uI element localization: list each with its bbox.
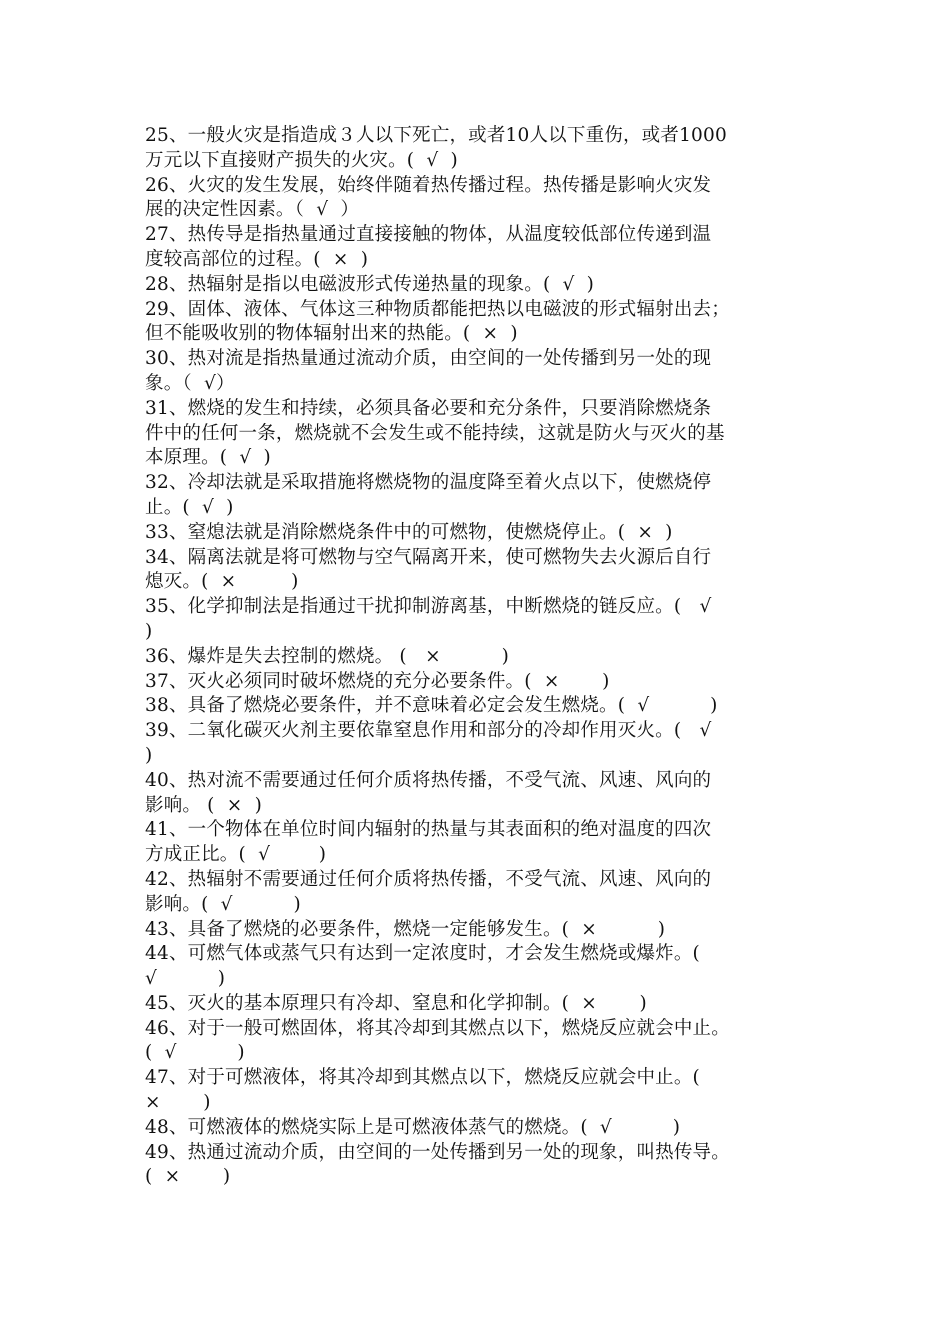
text-line: 42、热辐射不需要通过任何介质将热传播，不受气流、风速、风向的 [145,868,712,890]
text-line: 28、热辐射是指以电磁波形式传递热量的现象。( √ ) [145,273,595,295]
text-line: 29、固体、液体、气体这三种物质都能把热以电磁波的形式辐射出去； [145,298,730,320]
text-line: 41、一个物体在单位时间内辐射的热量与其表面积的绝对温度的四次 [145,819,712,841]
text-line: ) [145,620,153,642]
text-line: 30、热对流是指热量通过流动介质，由空间的一处传播到另一处的现 [145,348,712,370]
text-line: 象。（ √） [145,372,235,394]
text-line: 39、二氧化碳灭火剂主要依靠窒息作用和部分的冷却作用灭火。( √ [145,720,712,742]
text-line: 35、化学抑制法是指通过干扰抑制游离基，中断燃烧的链反应。( √ [145,596,712,618]
text-line: 但不能吸收别的物体辐射出来的热能。( × ) [145,323,518,345]
text-line: × ) [145,1092,211,1114]
text-line: 47、对于可燃液体，将其冷却到其燃点以下，燃烧反应就会中止。( [145,1067,700,1089]
text-line: 25、一般火灾是指造成３人以下死亡，或者10人以下重伤，或者1000 [145,125,727,146]
text-line: ( √ ) [145,1042,245,1064]
text-line: 43、具备了燃烧的必要条件，燃烧一定能够发生。( × ) [145,918,666,940]
text-line: 方成正比。( √ ) [145,844,327,866]
text-line: 影响。( √ ) [145,893,301,915]
text-line: 展的决定性因素。（ √ ） [145,199,360,221]
question-list [145,124,825,1190]
text-line: 32、冷却法就是采取措施将燃烧物的温度降至着火点以下，使燃烧停 [145,472,712,494]
text-line: 38、具备了燃烧必要条件，并不意味着必定会发生燃烧。( √ ) [145,695,718,717]
text-line: 万元以下直接财产损失的火灾。( √ ) [145,149,458,171]
text-line: 度较高部位的过程。( × ) [145,248,369,270]
text-line: 44、可燃气体或蒸气只有达到一定浓度时，才会发生燃烧或爆炸。( [145,943,700,965]
text-line: 27、热传导是指热量通过直接接触的物体，从温度较低部位传递到温 [145,224,712,246]
text-line: ) [145,744,153,766]
text-line: 影响。 ( × ) [145,794,263,816]
text-line: 34、隔离法就是将可燃物与空气隔离开来，使可燃物失去火源后自行 [145,546,712,568]
text-line: 40、热对流不需要通过任何介质将热传播，不受气流、风速、风向的 [145,769,712,791]
text-line: √ ) [145,968,226,990]
text-line: 26、火灾的发生发展，始终伴随着热传播过程。热传播是影响火灾发 [145,174,712,196]
text-line: 46、对于一般可燃固体，将其冷却到其燃点以下，燃烧反应就会中止。 [145,1017,730,1039]
text-line: 熄灭。( × ) [145,571,299,593]
text-line: 31、燃烧的发生和持续，必须具备必要和充分条件，只要消除燃烧条 [145,397,712,419]
text-line: 48、可燃液体的燃烧实际上是可燃液体蒸气的燃烧。( √ ) [145,1116,681,1138]
text-line: 件中的任何一条，燃烧就不会发生或不能持续，这就是防火与灭火的基 [145,422,725,444]
text-line: 33、窒熄法就是消除燃烧条件中的可燃物，使燃烧停止。( × ) [145,521,673,543]
text-line: 37、灭火必须同时破坏燃烧的充分必要条件。( × ) [145,670,610,692]
text-line: ( × ) [145,1166,231,1188]
text-line: 45、灭火的基本原理只有冷却、窒息和化学抑制。( × ) [145,992,647,1014]
text-line: 本原理。( √ ) [145,447,271,469]
text-line: 止。( √ ) [145,496,234,518]
text-line: 49、热通过流动介质，由空间的一处传播到另一处的现象，叫热传导。 [145,1141,730,1163]
text-line: 36、爆炸是失去控制的燃烧。 ( × ) [145,645,510,667]
